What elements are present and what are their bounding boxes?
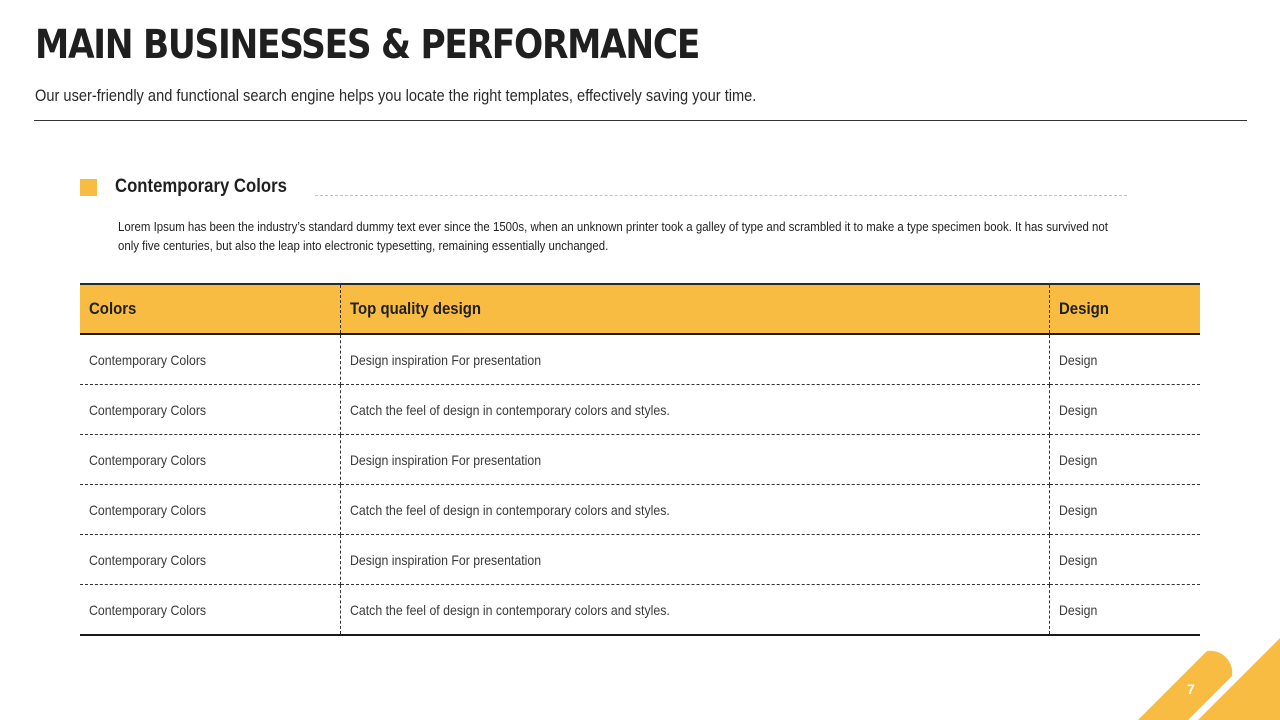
table-cell-colors: Contemporary Colors [80, 485, 340, 535]
performance-table [80, 283, 1200, 636]
table-header-row [80, 284, 1200, 334]
table-cell-design: Design [1049, 485, 1200, 535]
table-cell-colors: Contemporary Colors [80, 334, 340, 385]
table-cell-design: Design [1049, 385, 1200, 435]
table-row [80, 535, 1200, 585]
table-cell-top-quality-design: Design inspiration For presentation [340, 435, 1049, 485]
table-cell-top-quality-design: Design inspiration For presentation [340, 535, 1049, 585]
table-row [80, 585, 1200, 636]
table-cell-colors: Contemporary Colors [80, 585, 340, 636]
table-cell-top-quality-design: Design inspiration For presentation [340, 334, 1049, 385]
page-subtitle: Our user-friendly and functional search engine helps you locate the right templates, effectively saving your time. [35, 86, 757, 105]
page-title: MAIN BUSINESSES & PERFORMANCE [35, 22, 700, 68]
table-row [80, 334, 1200, 385]
table-cell-top-quality-design: Catch the feel of design in contemporary colors and styles. [340, 385, 1049, 435]
table-cell-top-quality-design: Catch the feel of design in contemporary colors and styles. [340, 585, 1049, 636]
section-body-text: Lorem Ipsum has been the industry’s standard dummy text ever since the 1500s, when an unknown printer took a galley of type and scrambled it to make a type specimen book. It has survived not only five centuries, but also the leap into electronic typesetting, remaining essentially unchanged. [118, 219, 1108, 253]
corner-decoration-shape [1120, 630, 1280, 720]
section-heading: Contemporary Colors [115, 176, 287, 197]
table-cell-design: Design [1049, 535, 1200, 585]
table-row [80, 385, 1200, 435]
table-row [80, 485, 1200, 535]
table-cell-colors: Contemporary Colors [80, 385, 340, 435]
table-row [80, 435, 1200, 485]
column-header-design: Design [1049, 284, 1200, 334]
page-number: 7 [1187, 681, 1195, 697]
table-cell-colors: Contemporary Colors [80, 535, 340, 585]
section-bullet-icon [80, 179, 97, 196]
column-header-top-quality-design: Top quality design [340, 284, 1049, 334]
table-cell-colors: Contemporary Colors [80, 435, 340, 485]
table-cell-design: Design [1049, 585, 1200, 636]
table-cell-top-quality-design: Catch the feel of design in contemporary colors and styles. [340, 485, 1049, 535]
table-cell-design: Design [1049, 334, 1200, 385]
table-cell-design: Design [1049, 435, 1200, 485]
column-header-colors: Colors [80, 284, 340, 334]
section-dashed-divider [315, 195, 1127, 196]
header-divider [34, 120, 1247, 121]
